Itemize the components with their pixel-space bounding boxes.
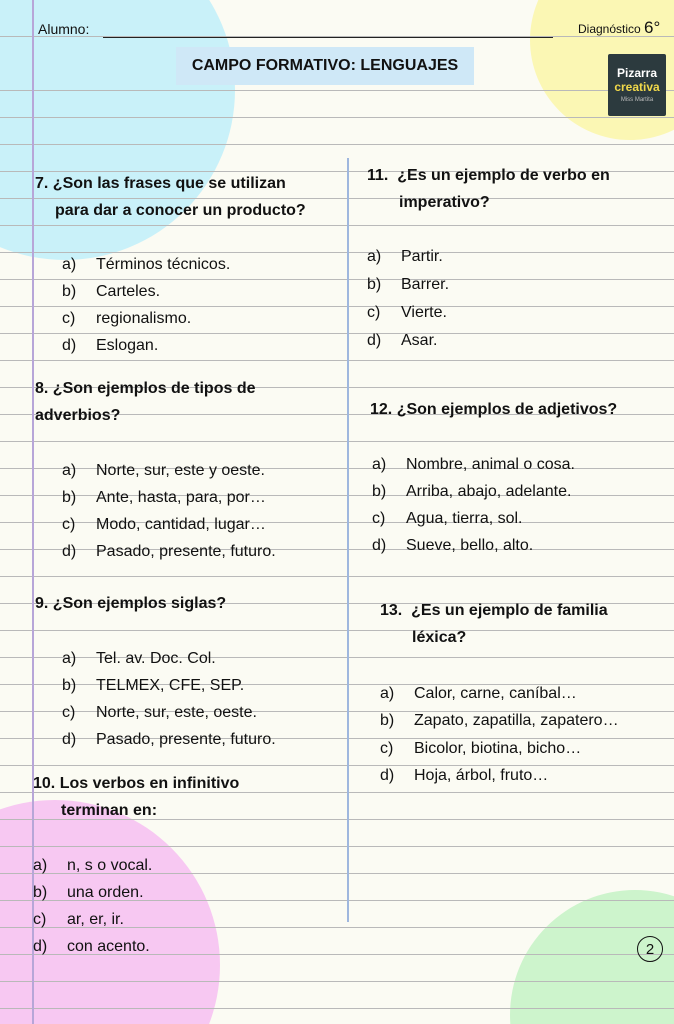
- question-7-line-1: 7. ¿Son las frases que se utilizan: [35, 175, 286, 192]
- question-9-line-1: 9. ¿Son ejemplos siglas?: [35, 595, 227, 612]
- option: c) Norte, sur, este, oeste.: [62, 704, 257, 721]
- question-13-line-2: léxica?: [412, 629, 467, 646]
- option: d) Pasado, presente, futuro.: [62, 731, 276, 748]
- column-divider: [347, 158, 349, 922]
- option: b) TELMEX, CFE, SEP.: [62, 677, 245, 694]
- question-11-line-1: 11. ¿Es un ejemplo de verbo en: [367, 167, 610, 184]
- question-8-line-1: 8. ¿Son ejemplos de tipos de: [35, 380, 256, 397]
- option: c) Bicolor, biotina, bicho…: [380, 740, 582, 757]
- question-8: [35, 375, 255, 429]
- option: d) Pasado, presente, futuro.: [62, 543, 276, 560]
- option: c) regionalismo.: [62, 310, 192, 327]
- question-12: [370, 396, 617, 423]
- option: d) Sueve, bello, alto.: [372, 537, 534, 554]
- student-name-line: [103, 37, 553, 38]
- option: b) Barrer.: [367, 276, 450, 293]
- question-10: [33, 770, 239, 824]
- question-11: [367, 162, 610, 216]
- question-7-line-2: para dar a conocer un producto?: [55, 202, 306, 219]
- grade-label: 6°: [644, 18, 661, 37]
- option: a) Términos técnicos.: [62, 256, 231, 273]
- option: a) Nombre, animal o cosa.: [372, 456, 575, 473]
- question-7: [35, 170, 306, 224]
- logo-line-1: Pizarra: [616, 66, 658, 80]
- option: a) Partir.: [367, 248, 443, 265]
- question-8-line-2: adverbios?: [35, 407, 121, 424]
- logo-line-2: creativa: [614, 80, 660, 94]
- question-13-line-1: 13. ¿Es un ejemplo de familia: [380, 602, 608, 619]
- option: b) una orden.: [33, 884, 144, 901]
- pizarra-creativa-logo: [608, 54, 666, 116]
- option: a) Calor, carne, caníbal…: [380, 685, 577, 702]
- student-name-label: Alumno:: [38, 21, 90, 37]
- option: d) Asar.: [367, 332, 438, 349]
- option: c) ar, er, ir.: [33, 911, 124, 928]
- option: c) Vierte.: [367, 304, 447, 321]
- option: a) Tel. av. Doc. Col.: [62, 650, 216, 667]
- option: b) Arriba, abajo, adelante.: [372, 483, 572, 500]
- logo-line-3: Miss Martita: [620, 97, 654, 103]
- question-13: [380, 597, 608, 651]
- page-title: CAMPO FORMATIVO: LENGUAJES: [176, 47, 474, 85]
- question-9: [35, 590, 226, 617]
- option: b) Ante, hasta, para, por…: [62, 489, 266, 506]
- question-10-line-2: terminan en:: [61, 802, 158, 819]
- question-11-line-2: imperativo?: [399, 194, 490, 211]
- diagnostic-text: Diagnóstico: [578, 22, 641, 36]
- question-12-line-1: 12. ¿Son ejemplos de adjetivos?: [370, 401, 618, 418]
- option: d) con acento.: [33, 938, 150, 955]
- option: a) n, s o vocal.: [33, 857, 153, 874]
- option: b) Zapato, zapatilla, zapatero…: [380, 712, 619, 729]
- question-10-line-1: 10. Los verbos en infinitivo: [33, 775, 240, 792]
- option: d) Hoja, árbol, fruto…: [380, 767, 549, 784]
- option: b) Carteles.: [62, 283, 161, 300]
- option: d) Eslogan.: [62, 337, 159, 354]
- option: c) Modo, cantidad, lugar…: [62, 516, 266, 533]
- option: c) Agua, tierra, sol.: [372, 510, 523, 527]
- page-number: 2: [637, 936, 663, 962]
- option: a) Norte, sur, este y oeste.: [62, 462, 265, 479]
- diagnostic-label: [578, 18, 660, 38]
